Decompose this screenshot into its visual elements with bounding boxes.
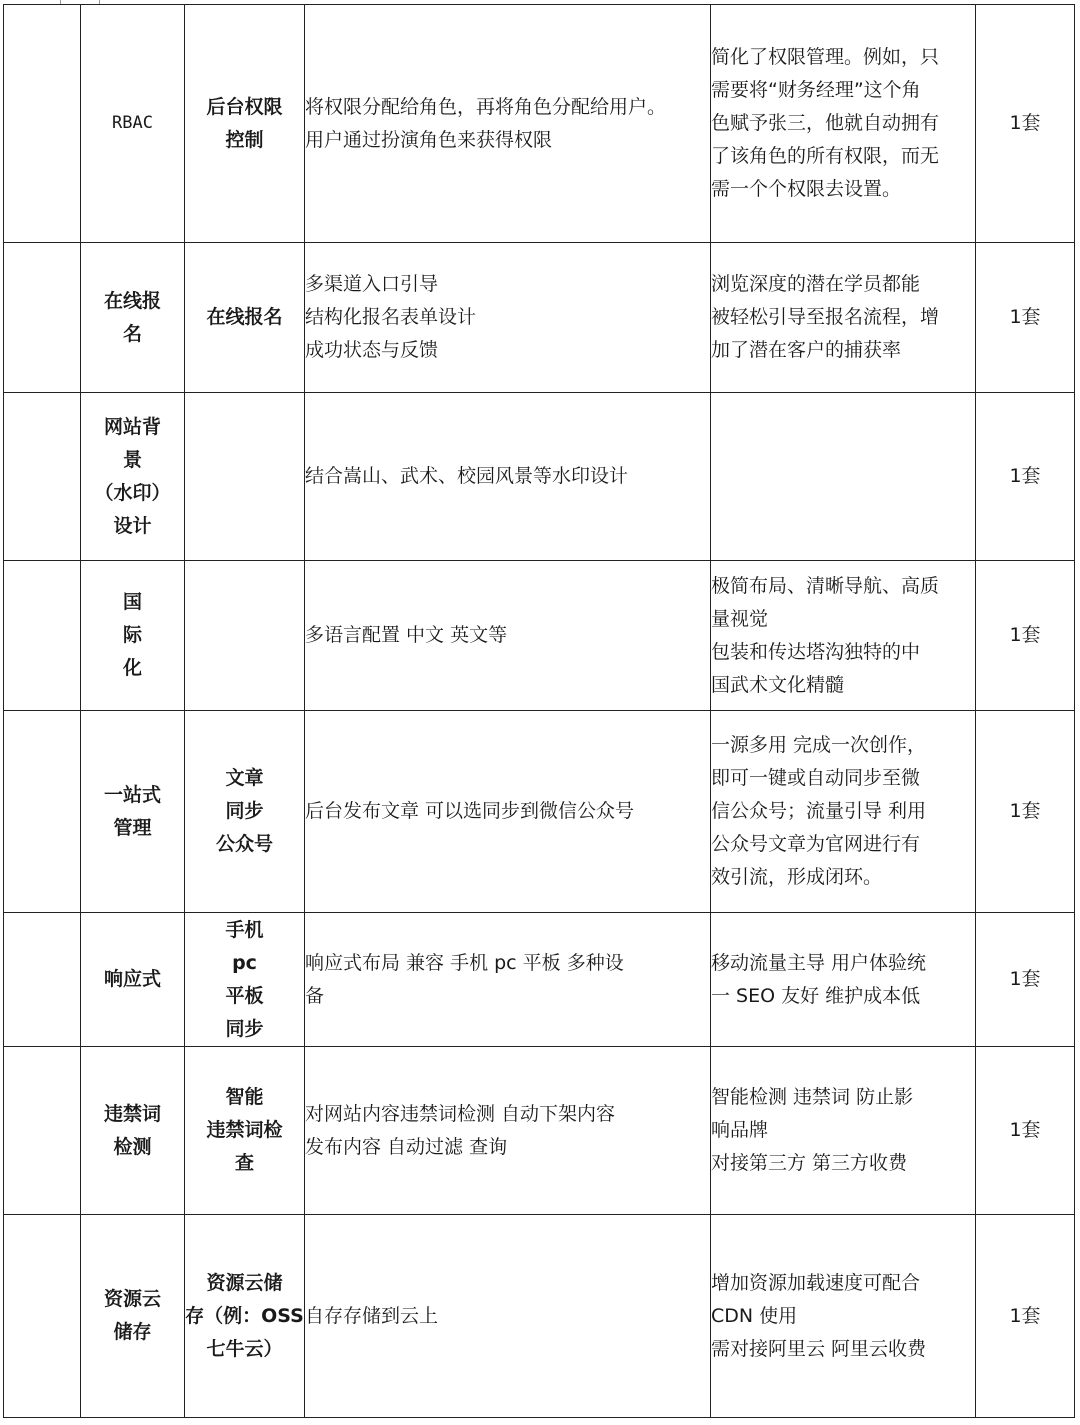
feature-name-cell-line: 违禁词 xyxy=(103,1102,161,1125)
table-row xyxy=(4,913,1075,1047)
feature-sub-cell-line: 后台权限 xyxy=(206,95,283,118)
feature-sub-cell-line: 在线报名 xyxy=(206,306,283,328)
feature-sub-cell-line: 查 xyxy=(234,1152,254,1174)
feature-sub-cell-line: 存（例：OSS xyxy=(185,1304,304,1327)
quantity-cell: 1套 xyxy=(976,561,1075,711)
feature-sub-cell-line: 同步 xyxy=(225,800,264,822)
feature-description-cell xyxy=(305,1047,711,1215)
feature-benefit-cell xyxy=(711,913,976,1047)
feature-name-cell-line: RBAC xyxy=(112,113,153,133)
feature-description-cell-line: 结构化报名表单设计 xyxy=(305,306,477,328)
feature-sub-cell xyxy=(185,5,305,243)
feature-benefit-cell-line: 量视觉 xyxy=(711,607,769,630)
feature-description-cell xyxy=(305,711,711,913)
feature-description-cell-line: 结合嵩山、武术、校园风景等水印设计 xyxy=(305,465,629,487)
feature-name-cell-line: 际 xyxy=(122,624,142,646)
feature-name-cell-line: 响应式 xyxy=(103,968,161,990)
feature-name-cell xyxy=(81,913,185,1047)
blank-cell xyxy=(4,393,81,561)
feature-sub-cell-line: 资源云储 xyxy=(206,1271,283,1294)
feature-description-cell xyxy=(305,1215,711,1418)
feature-benefit-cell-line: 效引流，形成闭环。 xyxy=(711,866,883,888)
feature-benefit-cell xyxy=(711,393,976,561)
feature-benefit-cell xyxy=(711,561,976,711)
feature-sub-cell xyxy=(185,393,305,561)
feature-benefit-cell-line: 增加资源加载速度可配合 xyxy=(711,1271,921,1294)
feature-benefit-cell-line: 智能检测 违禁词 防止影 xyxy=(711,1086,914,1108)
feature-spec-table xyxy=(3,4,1075,1418)
blank-cell xyxy=(4,711,81,913)
feature-name-cell xyxy=(81,243,185,393)
feature-description-cell-line: 多语言配置 中文 英文等 xyxy=(305,624,508,646)
feature-benefit-cell-line: 对接第三方 第三方收费 xyxy=(711,1152,908,1174)
table-row xyxy=(4,5,1075,243)
table-row xyxy=(4,711,1075,913)
feature-description-cell-line: 响应式布局 兼容 手机 pc 平板 多种设 xyxy=(305,951,624,974)
feature-sub-cell-line: 违禁词检 xyxy=(206,1119,283,1141)
feature-sub-cell-line: 文章 xyxy=(225,767,264,789)
feature-benefit-cell-line: 一 SEO 友好 维护成本低 xyxy=(711,984,921,1007)
blank-cell xyxy=(4,561,81,711)
feature-sub-cell-line: 手机 xyxy=(225,918,264,941)
table-row xyxy=(4,561,1075,711)
feature-name-cell-line: 设计 xyxy=(113,514,152,537)
feature-name-cell-line: 一站式 xyxy=(103,783,161,806)
blank-cell xyxy=(4,1047,81,1215)
feature-benefit-cell-line: 信公众号；流量引导 利用 xyxy=(711,800,927,822)
feature-sub-cell xyxy=(185,1047,305,1215)
feature-benefit-cell xyxy=(711,1215,976,1418)
feature-description-cell-line: 发布内容 自动过滤 查询 xyxy=(305,1135,508,1158)
feature-benefit-cell-line: 需一个个权限去设置。 xyxy=(711,178,902,200)
feature-benefit-cell xyxy=(711,1047,976,1215)
feature-benefit-cell-line: 移动流量主导 用户体验统 xyxy=(711,951,927,974)
feature-benefit-cell-line: 即可一键或自动同步至微 xyxy=(711,767,921,789)
quantity-cell: 1套 xyxy=(976,393,1075,561)
feature-description-cell-line: 对网站内容违禁词检测 自动下架内容 xyxy=(305,1102,616,1125)
feature-sub-cell xyxy=(185,913,305,1047)
feature-description-cell-line: 多渠道入口引导 xyxy=(305,273,439,295)
feature-benefit-cell-line: 包装和传达塔沟独特的中 xyxy=(711,640,921,663)
feature-name-cell-line: 在线报 xyxy=(103,289,161,312)
feature-sub-cell-line: 控制 xyxy=(225,128,264,151)
feature-name-cell xyxy=(81,393,185,561)
feature-name-cell xyxy=(81,711,185,913)
blank-cell xyxy=(4,5,81,243)
feature-benefit-cell-line: 简化了权限管理。例如，只 xyxy=(711,46,940,68)
feature-description-cell xyxy=(305,561,711,711)
feature-benefit-cell-line: 国武术文化精髓 xyxy=(711,673,845,696)
table-row xyxy=(4,1215,1075,1418)
feature-benefit-cell-line: 色赋予张三，他就自动拥有 xyxy=(711,112,940,134)
feature-sub-cell xyxy=(185,711,305,913)
feature-benefit-cell xyxy=(711,711,976,913)
feature-name-cell-line: （水印） xyxy=(94,481,171,504)
feature-sub-cell-line: 七牛云） xyxy=(206,1337,283,1360)
blank-cell xyxy=(4,913,81,1047)
quantity-cell: 1套 xyxy=(976,243,1075,393)
feature-benefit-cell-line: 公众号文章为官网进行有 xyxy=(711,833,921,855)
feature-name-cell-line: 储存 xyxy=(113,1321,152,1343)
quantity-cell: 1套 xyxy=(976,1215,1075,1418)
feature-name-cell-line: 资源云 xyxy=(103,1288,161,1310)
feature-benefit-cell-line: 需要将“财务经理”这个角 xyxy=(711,79,921,101)
feature-sub-cell xyxy=(185,1215,305,1418)
blank-cell xyxy=(4,1215,81,1418)
feature-name-cell-line: 国 xyxy=(122,591,142,613)
feature-description-cell-line: 成功状态与反馈 xyxy=(305,339,439,361)
table-row xyxy=(4,1047,1075,1215)
feature-sub-cell-line: pc xyxy=(232,951,257,974)
feature-name-cell xyxy=(81,1047,185,1215)
quantity-cell: 1套 xyxy=(976,711,1075,913)
feature-name-cell-line: 名 xyxy=(122,322,142,345)
feature-sub-cell-line: 平板 xyxy=(225,984,264,1007)
feature-description-cell-line: 将权限分配给角色，再将角色分配给用户。 xyxy=(305,95,667,118)
feature-description-cell xyxy=(305,5,711,243)
quantity-cell: 1套 xyxy=(976,913,1075,1047)
feature-name-cell-line: 景 xyxy=(122,448,142,471)
table-row xyxy=(4,393,1075,561)
feature-benefit-cell-line: 响品牌 xyxy=(711,1119,769,1141)
feature-benefit-cell-line: 浏览深度的潜在学员都能 xyxy=(711,273,921,295)
feature-name-cell xyxy=(81,561,185,711)
feature-benefit-cell-line: 极简布局、清晰导航、高质 xyxy=(711,574,940,597)
feature-description-cell-line: 后台发布文章 可以选同步到微信公众号 xyxy=(305,800,635,822)
feature-sub-cell xyxy=(185,243,305,393)
feature-sub-cell xyxy=(185,561,305,711)
feature-description-cell-line: 用户通过扮演角色来获得权限 xyxy=(305,128,553,151)
feature-benefit-cell-line: CDN 使用 xyxy=(711,1304,798,1327)
feature-benefit-cell-line: 被轻松引导至报名流程，增 xyxy=(711,306,940,328)
feature-description-cell xyxy=(305,913,711,1047)
feature-sub-cell-line: 公众号 xyxy=(215,833,273,855)
feature-description-cell-line: 自存存储到云上 xyxy=(305,1304,439,1327)
feature-benefit-cell xyxy=(711,5,976,243)
feature-name-cell-line: 网站背 xyxy=(103,415,161,438)
feature-name-cell-line: 管理 xyxy=(113,816,152,839)
quantity-cell: 1套 xyxy=(976,5,1075,243)
feature-benefit-cell-line: 需对接阿里云 阿里云收费 xyxy=(711,1337,927,1360)
feature-benefit-cell-line: 一源多用 完成一次创作， xyxy=(711,734,927,756)
quantity-cell: 1套 xyxy=(976,1047,1075,1215)
feature-name-cell-line: 检测 xyxy=(113,1135,152,1158)
feature-name-cell-line: 化 xyxy=(122,657,142,679)
feature-benefit-cell-line: 加了潜在客户的捕获率 xyxy=(711,339,902,361)
feature-description-cell-line: 备 xyxy=(305,984,325,1007)
feature-name-cell xyxy=(81,5,185,243)
feature-description-cell xyxy=(305,393,711,561)
blank-cell xyxy=(4,243,81,393)
feature-benefit-cell xyxy=(711,243,976,393)
feature-sub-cell-line: 同步 xyxy=(225,1017,264,1040)
feature-benefit-cell-line: 了该角色的所有权限，而无 xyxy=(711,145,940,167)
feature-name-cell xyxy=(81,1215,185,1418)
feature-description-cell xyxy=(305,243,711,393)
feature-sub-cell-line: 智能 xyxy=(225,1086,264,1108)
table-row xyxy=(4,243,1075,393)
